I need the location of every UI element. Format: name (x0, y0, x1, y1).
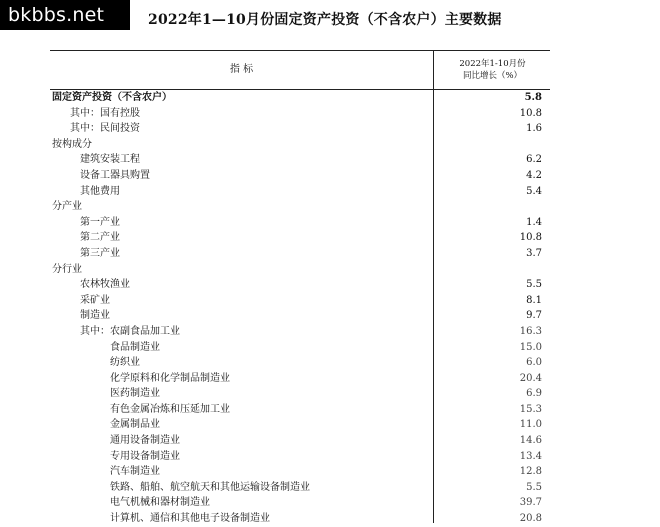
row-value: 20.8 (519, 513, 542, 525)
table-row (50, 340, 550, 356)
row-value: 1.6 (526, 123, 542, 135)
table-row (50, 184, 550, 200)
row-value: 14.6 (519, 435, 542, 447)
table-row (50, 308, 550, 324)
row-value: 1.4 (526, 216, 542, 228)
row-label: 农林牧渔业 (80, 279, 130, 291)
row-label: 按构成分 (52, 138, 92, 150)
row-label: 专用设备制造业 (110, 450, 180, 462)
indicator-column-header: 指 标 (229, 64, 254, 75)
table-row (50, 386, 550, 402)
table-row (50, 355, 550, 371)
value-header-line-2: 同比增长（%） (462, 71, 523, 81)
table-row (50, 215, 550, 231)
row-label: 建筑安装工程 (80, 154, 140, 166)
table-row (50, 511, 550, 527)
row-value: 20.4 (519, 372, 542, 384)
row-label: 第二产业 (80, 232, 120, 244)
row-label: 纺织业 (110, 357, 140, 369)
row-value: 39.7 (519, 497, 542, 509)
row-label: 电气机械和器材制造业 (110, 497, 210, 509)
row-label: 其中：国有控股 (70, 107, 140, 119)
table-row (50, 402, 550, 418)
value-column-header (433, 51, 551, 89)
table-row (50, 371, 550, 387)
data-table (50, 50, 550, 527)
row-value: 12.8 (519, 466, 542, 478)
row-value: 11.0 (519, 419, 542, 431)
row-label: 分行业 (52, 263, 82, 275)
table-header (50, 50, 550, 90)
row-value: 3.7 (526, 247, 542, 259)
table-row (50, 199, 550, 215)
table-row (50, 417, 550, 433)
table-row (50, 168, 550, 184)
row-label: 其中：民间投资 (70, 123, 140, 135)
table-row (50, 324, 550, 340)
table-row (50, 137, 550, 153)
table-row (50, 246, 550, 262)
row-value: 13.4 (519, 450, 542, 462)
row-value: 8.1 (526, 294, 542, 306)
row-label: 化学原料和化学制品制造业 (110, 372, 230, 384)
table-row (50, 433, 550, 449)
row-value: 10.8 (519, 232, 542, 244)
row-value: 5.8 (524, 92, 542, 103)
row-label: 医药制造业 (110, 388, 160, 400)
table-row (50, 293, 550, 309)
row-label: 其中：农副食品加工业 (80, 325, 180, 337)
row-label: 采矿业 (80, 294, 110, 306)
table-row (50, 230, 550, 246)
row-label: 有色金属冶炼和压延加工业 (110, 403, 230, 415)
table-row (50, 464, 550, 480)
row-label: 第三产业 (80, 247, 120, 259)
row-value: 4.2 (526, 169, 542, 181)
table-row (50, 495, 550, 511)
row-value: 6.0 (526, 357, 542, 369)
row-label: 固定资产投资（不含农户） (52, 92, 172, 103)
row-label: 金属制品业 (110, 419, 160, 431)
table-row (50, 449, 550, 465)
row-value: 10.8 (519, 107, 542, 119)
row-label: 铁路、船舶、航空航天和其他运输设备制造业 (110, 481, 310, 493)
row-value: 15.3 (519, 403, 542, 415)
table-body (50, 90, 550, 527)
row-value: 15.0 (519, 341, 542, 353)
row-value: 5.4 (526, 185, 542, 197)
row-label: 制造业 (80, 310, 110, 322)
row-value: 9.7 (526, 310, 542, 322)
table-row (50, 106, 550, 122)
table-row (50, 121, 550, 137)
table-row (50, 277, 550, 293)
row-value: 16.3 (519, 325, 542, 337)
row-label: 其他费用 (80, 185, 120, 197)
row-label: 汽车制造业 (110, 466, 160, 478)
table-row (50, 90, 550, 106)
table-row (50, 480, 550, 496)
row-value: 6.9 (526, 388, 542, 400)
row-value: 6.2 (526, 154, 542, 166)
row-label: 第一产业 (80, 216, 120, 228)
table-row (50, 152, 550, 168)
row-value: 5.5 (526, 481, 542, 493)
table-row (50, 262, 550, 278)
watermark-label: bkbbs.net (0, 0, 130, 30)
row-label: 设备工器具购置 (80, 169, 150, 181)
value-header-line-1: 2022年1-10月份 (459, 59, 526, 69)
page-title: 2022年1—10月份固定资产投资（不含农户）主要数据 (148, 12, 502, 28)
row-label: 分产业 (52, 201, 82, 213)
row-label: 食品制造业 (110, 341, 160, 353)
row-value: 5.5 (526, 279, 542, 291)
row-label: 计算机、通信和其他电子设备制造业 (110, 513, 270, 525)
row-label: 通用设备制造业 (110, 435, 180, 447)
